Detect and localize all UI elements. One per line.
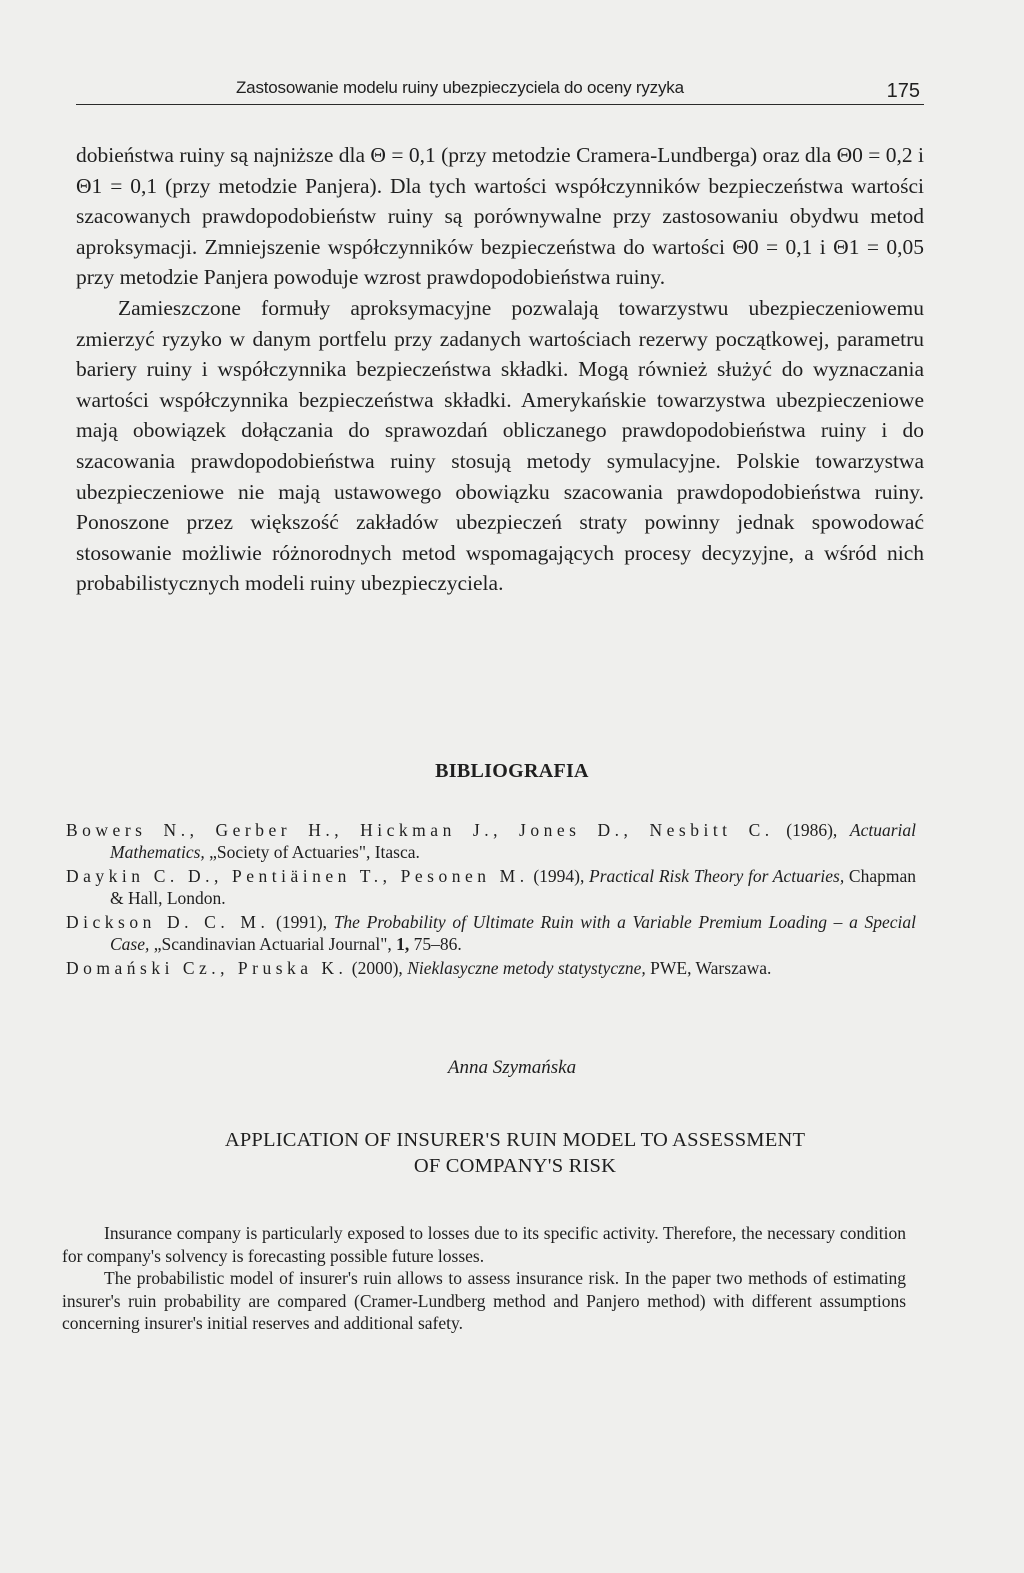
bib-publisher: „Society of Actuaries", Itasca.	[209, 841, 420, 862]
page-number: 175	[886, 80, 920, 102]
bib-publisher: Chapman & Hall, London.	[110, 866, 916, 908]
bibliography-entry	[66, 866, 916, 909]
running-header	[76, 74, 924, 105]
abstract-paragraph-1: Insurance company is particularly exposed to losses due to its specific activity. Therefore, the necessary condition for company's solvency is forecasting possible future losses.	[62, 1223, 906, 1266]
bib-year: (1991),	[276, 912, 328, 932]
body-paragraph-1: dobieństwa ruiny są najniższe dla Θ = 0,1 (przy metodzie Cramera-Lundberga) oraz dla Θ0 = 0,2 i Θ1 = 0,1 (przy metodzie Panjera). Dla tych wartości współczynników bezpieczeństwa wartości szacowanych prawdopodobieństw ruiny są porównywalne przy zastosowaniu obydwu metod aproksymacji. Zmniejszenie współczynników bezpieczeństwa do wartości Θ0 = 0,1 i Θ1 = 0,05 przy metodzie Panjera powoduje wzrost prawdopodobieństwa ruiny.	[76, 143, 924, 290]
bib-year: (1986),	[786, 820, 838, 840]
bib-publisher: PWE, Warszawa.	[650, 958, 772, 978]
bib-title: Practical Risk Theory for Actuaries,	[589, 866, 845, 886]
summary-title-line-1: APPLICATION OF INSURER'S RUIN MODEL TO ASSESSMENT	[224, 1129, 806, 1151]
summary-author: Anna Szymańska	[447, 1057, 577, 1078]
bibliography-entry	[66, 958, 916, 980]
bib-pages: 75–86.	[413, 933, 462, 954]
bibliography-list	[66, 820, 916, 983]
bibliography-entry	[66, 820, 916, 863]
bib-title: The Probability of Ultimate Ruin with a Variable Premium Loading – a Special Case,	[110, 912, 917, 954]
summary-abstract	[62, 1222, 906, 1335]
bib-title: Nieklasyczne metody statystyczne,	[407, 958, 646, 978]
bib-authors: Bowers N., Gerber H., Hickman J., Jones D., Nesbitt C.	[66, 820, 774, 840]
body-paragraph-2: Zamieszczone formuły aproksymacyjne pozwalają towarzystwu ubezpieczeniowemu zmierzyć ryzyko w danym portfelu przy zadanych wartościach rezerwy początkowej, parametru bariery ruiny i współczynnika bezpieczeństwa składki. Mogą również służyć do wyznaczania wartości współczynnika bezpieczeństwa składki. Amerykańskie towarzystwa ubezpieczeniowe mają obowiązek dołączania do sprawozdań obliczanego prawdopodobieństwa ruiny i do szacowania prawdopodobieństwa ruiny stosują metody symulacyjne. Polskie towarzystwa ubezpieczeniowe nie mają ustawowego obowiązku szacowania prawdopodobieństwa ruiny. Ponoszone przez większość zakładów ubezpieczeń straty powinny jednak spowodować stosowanie możliwie różnorodnych metod wspomagających procesy decyzyjne, a wśród nich probabilistycznych modeli ruiny ubezpieczyciela.	[76, 295, 924, 596]
bibliography-entry	[66, 912, 916, 955]
bibliography-heading: BIBLIOGRAFIA	[435, 760, 589, 782]
bib-journal: „Scandinavian Actuarial Journal",	[153, 933, 392, 954]
bib-title: Actuarial Mathematics,	[110, 820, 917, 862]
summary-title-line-2: OF COMPANY'S RISK	[413, 1155, 617, 1177]
bib-authors: Dickson D. C. M.	[66, 912, 270, 932]
summary-title	[120, 1127, 910, 1179]
abstract-paragraph-2: The probabilistic model of insurer's ruin allows to assess insurance risk. In the paper two methods of estimating insurer's ruin probability are compared (Cramer-Lundberg method and Panjero method) with different assumptions concerning insurer's initial reserves and additional safety.	[62, 1268, 906, 1333]
bib-year: (2000),	[351, 958, 403, 978]
bib-authors: Domański Cz., Pruska K.	[66, 958, 348, 978]
running-title: Zastosowanie modelu ruiny ubezpieczyciela do oceny ryzyka	[236, 78, 684, 97]
bib-year: (1994),	[533, 866, 585, 886]
body-text	[76, 140, 924, 599]
bib-authors: Daykin C. D., Pentiäinen T., Pesonen M.	[66, 866, 529, 886]
bib-volume: 1,	[396, 933, 410, 954]
